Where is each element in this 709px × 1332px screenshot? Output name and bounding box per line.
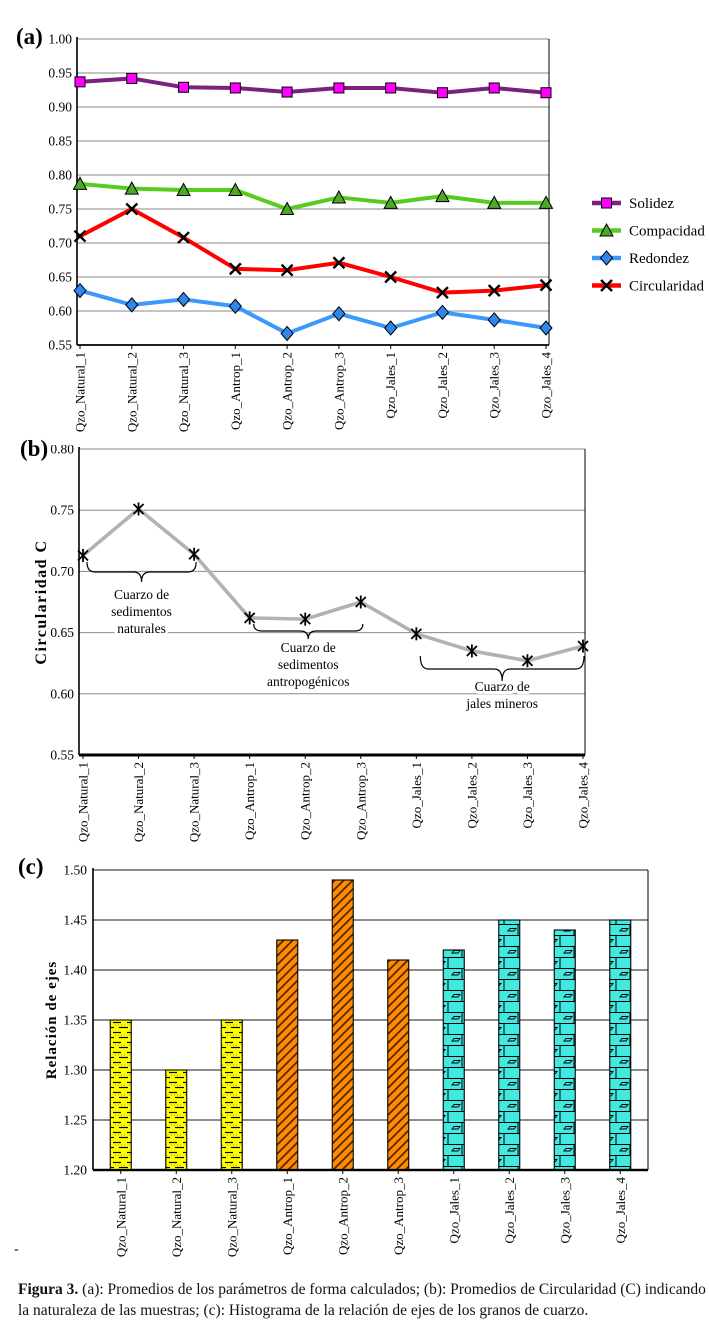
x-labels-b bbox=[76, 755, 591, 842]
svg-text:1.25: 1.25 bbox=[63, 1112, 87, 1128]
svg-text:Qzo_Natural_2: Qzo_Natural_2 bbox=[168, 1177, 184, 1258]
caption-text: (a): Promedios de los parámetros de forma calculados; (b): Promedios de Circularidad (C) indicando la naturaleza de las muestras; (c): Histograma de la relación de ejes de los granos de cuarzo. bbox=[18, 1281, 706, 1319]
svg-text:Redondez: Redondez bbox=[629, 251, 689, 267]
svg-text:Qzo_Jales_3: Qzo_Jales_3 bbox=[557, 1177, 573, 1244]
svg-text:Qzo_Jales_1: Qzo_Jales_1 bbox=[408, 762, 424, 829]
svg-text:Qzo_Jales_3: Qzo_Jales_3 bbox=[519, 762, 535, 829]
svg-text:Qzo_Jales_2: Qzo_Jales_2 bbox=[501, 1177, 517, 1244]
svg-text:Qzo_Antrop_2: Qzo_Antrop_2 bbox=[279, 352, 295, 430]
stray-dash: - bbox=[14, 1242, 19, 1257]
svg-text:0.70: 0.70 bbox=[48, 235, 72, 251]
bar-qzo_jales_2 bbox=[499, 920, 520, 1170]
svg-text:1.00: 1.00 bbox=[48, 31, 72, 47]
svg-text:Qzo_Natural_3: Qzo_Natural_3 bbox=[224, 1177, 240, 1258]
chart-a-line-plot bbox=[0, 0, 709, 445]
svg-text:0.55: 0.55 bbox=[48, 337, 72, 353]
svg-text:Circularidad C: Circularidad C bbox=[33, 539, 50, 665]
svg-text:0.55: 0.55 bbox=[50, 747, 74, 763]
svg-text:1.30: 1.30 bbox=[63, 1062, 87, 1078]
svg-text:0.65: 0.65 bbox=[48, 269, 72, 285]
svg-text:Qzo_Natural_1: Qzo_Natural_1 bbox=[72, 352, 88, 433]
x-labels-c bbox=[113, 1170, 628, 1257]
grid-a bbox=[77, 39, 549, 345]
svg-text:1.40: 1.40 bbox=[63, 962, 87, 978]
svg-text:Qzo_Jales_4: Qzo_Jales_4 bbox=[612, 1177, 628, 1244]
svg-text:sedimentos: sedimentos bbox=[277, 657, 339, 672]
svg-text:Qzo_Antrop_3: Qzo_Antrop_3 bbox=[331, 352, 347, 430]
svg-text:Cuarzo de: Cuarzo de bbox=[474, 679, 530, 694]
bar-qzo_natural_1 bbox=[110, 1020, 131, 1170]
bar-qzo_antrop_3 bbox=[388, 960, 409, 1170]
svg-text:Qzo_Antrop_3: Qzo_Antrop_3 bbox=[353, 762, 369, 840]
chart-c-bar-plot bbox=[0, 860, 709, 1260]
svg-text:Qzo_Jales_4: Qzo_Jales_4 bbox=[538, 352, 554, 419]
svg-text:Qzo_Antrop_3: Qzo_Antrop_3 bbox=[390, 1177, 406, 1255]
svg-text:0.80: 0.80 bbox=[48, 167, 72, 183]
svg-text:0.75: 0.75 bbox=[48, 201, 72, 217]
svg-text:Qzo_Antrop_2: Qzo_Antrop_2 bbox=[297, 762, 313, 840]
svg-text:Qzo_Antrop_1: Qzo_Antrop_1 bbox=[242, 762, 258, 840]
svg-text:Compacidad: Compacidad bbox=[629, 223, 705, 240]
bar-qzo_natural_3 bbox=[221, 1020, 242, 1170]
svg-text:0.60: 0.60 bbox=[48, 303, 72, 319]
svg-text:Qzo_Jales_1: Qzo_Jales_1 bbox=[446, 1177, 462, 1244]
svg-text:Qzo_Jales_4: Qzo_Jales_4 bbox=[575, 762, 591, 829]
svg-text:Qzo_Antrop_1: Qzo_Antrop_1 bbox=[279, 1177, 295, 1255]
svg-text:Circularidad: Circularidad bbox=[629, 278, 704, 295]
svg-text:1.45: 1.45 bbox=[63, 912, 87, 928]
svg-text:jales mineros: jales mineros bbox=[466, 696, 538, 711]
svg-text:0.95: 0.95 bbox=[48, 65, 72, 81]
figure-caption bbox=[18, 1279, 708, 1321]
svg-text:Solidez: Solidez bbox=[629, 196, 674, 212]
svg-text:Cuarzo de: Cuarzo de bbox=[114, 587, 170, 602]
svg-text:Relación de ejes: Relación de ejes bbox=[44, 960, 60, 1080]
series-circularidad bbox=[75, 204, 552, 299]
bars-c bbox=[110, 880, 631, 1170]
svg-text:1.50: 1.50 bbox=[63, 862, 87, 878]
bar-qzo_jales_3 bbox=[554, 930, 575, 1170]
svg-text:Qzo_Natural_3: Qzo_Natural_3 bbox=[186, 762, 202, 843]
caption-lead: Figura 3. bbox=[18, 1281, 79, 1298]
panel-a-label: (a) bbox=[16, 24, 43, 49]
svg-text:Qzo_Natural_3: Qzo_Natural_3 bbox=[176, 352, 192, 433]
svg-text:0.90: 0.90 bbox=[48, 99, 72, 115]
svg-text:1.35: 1.35 bbox=[63, 1012, 87, 1028]
bar-qzo_jales_4 bbox=[610, 920, 631, 1170]
legend bbox=[592, 196, 705, 295]
panel-b-label: (b) bbox=[20, 436, 49, 461]
bar-qzo_antrop_2 bbox=[332, 880, 353, 1170]
bar-qzo_natural_2 bbox=[166, 1070, 187, 1170]
bar-qzo_antrop_1 bbox=[277, 940, 298, 1170]
y-axis-title-c bbox=[44, 961, 60, 1079]
svg-text:1.20: 1.20 bbox=[63, 1162, 87, 1178]
svg-text:Qzo_Jales_2: Qzo_Jales_2 bbox=[464, 762, 480, 829]
svg-text:0.65: 0.65 bbox=[50, 625, 74, 641]
svg-text:Qzo_Jales_2: Qzo_Jales_2 bbox=[434, 352, 450, 419]
svg-text:Qzo_Jales_1: Qzo_Jales_1 bbox=[383, 352, 399, 419]
svg-text:Cuarzo de: Cuarzo de bbox=[280, 640, 336, 655]
svg-text:0.85: 0.85 bbox=[48, 133, 72, 149]
svg-text:Qzo_Jales_3: Qzo_Jales_3 bbox=[486, 352, 502, 419]
svg-text:Qzo_Antrop_2: Qzo_Antrop_2 bbox=[335, 1177, 351, 1255]
svg-text:sedimentos: sedimentos bbox=[111, 604, 172, 619]
svg-text:Qzo_Antrop_1: Qzo_Antrop_1 bbox=[227, 352, 243, 430]
svg-text:Qzo_Natural_2: Qzo_Natural_2 bbox=[124, 352, 140, 433]
x-labels-a bbox=[73, 345, 554, 432]
series-solidez bbox=[75, 73, 551, 97]
svg-text:0.60: 0.60 bbox=[50, 686, 74, 702]
svg-text:antropogénicos: antropogénicos bbox=[266, 674, 350, 689]
svg-text:Qzo_Natural_1: Qzo_Natural_1 bbox=[75, 762, 91, 843]
chart-b-line-plot bbox=[0, 445, 709, 860]
svg-text:Qzo_Natural_2: Qzo_Natural_2 bbox=[131, 762, 147, 843]
svg-text:0.80: 0.80 bbox=[50, 445, 74, 457]
svg-text:naturales: naturales bbox=[117, 621, 166, 636]
svg-text:0.75: 0.75 bbox=[50, 502, 74, 518]
svg-text:Qzo_Natural_1: Qzo_Natural_1 bbox=[113, 1177, 129, 1258]
panel-c-label: (c) bbox=[18, 854, 44, 879]
y-axis-title-b bbox=[33, 539, 50, 664]
svg-text:0.70: 0.70 bbox=[50, 563, 74, 579]
annotations-b bbox=[87, 562, 584, 711]
bar-qzo_jales_1 bbox=[443, 950, 464, 1170]
